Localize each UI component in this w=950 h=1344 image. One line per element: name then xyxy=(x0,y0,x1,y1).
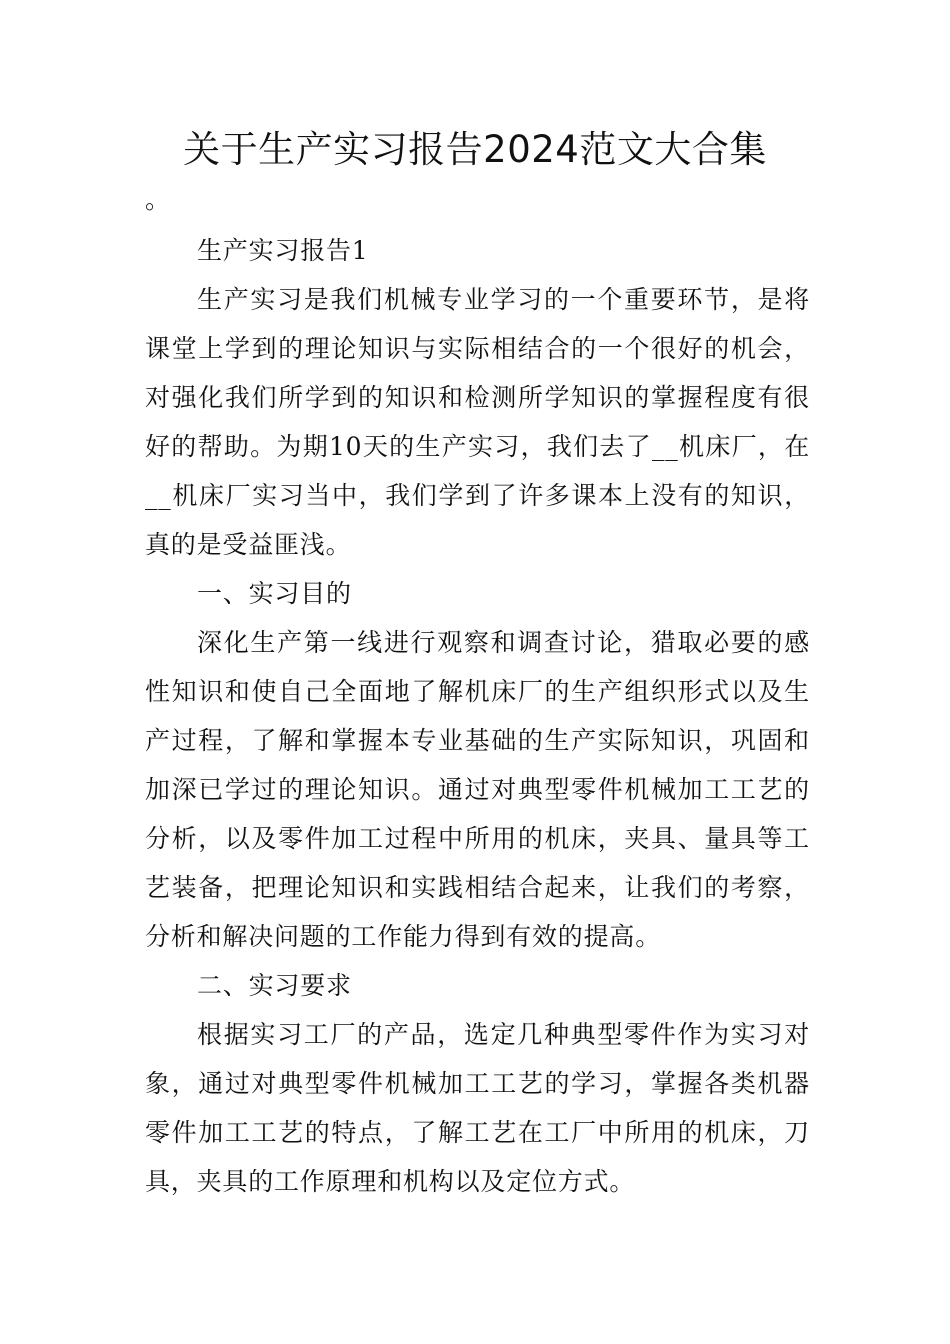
leading-dot: 。 xyxy=(145,185,171,214)
paragraph-requirements: 根据实习工厂的产品，选定几种典型零件作为实习对象，通过对典型零件机械加工工艺的学习，掌握各类机器零件加工工艺的特点，了解工艺在工厂中所用的机床，刀具，夹具的工作原理和机构以及定位方式。 xyxy=(145,1020,810,1196)
paragraph-purpose: 深化生产第一线进行观察和调查讨论，猎取必要的感性知识和使自己全面地了解机床厂的生产组织形式以及生产过程，了解和掌握本专业基础的生产实际知识，巩固和加深已学过的理论知识。通过对典型零件机械加工工艺的分析，以及零件加工过程中所用的机床，夹具、量具等工艺装备，把理论知识和实践相结合起来，让我们的考察，分析和解决问题的工作能力得到有效的提高。 xyxy=(145,628,810,951)
document-title: 关于生产实习报告2024范文大合集 xyxy=(183,128,767,171)
document-body xyxy=(145,180,810,1206)
section-heading-report-1: 生产实习报告1 xyxy=(197,236,369,265)
section-heading-purpose: 一、实习目的 xyxy=(197,579,352,608)
paragraph-intro: 生产实习是我们机械专业学习的一个重要环节，是将课堂上学到的理论知识与实际相结合的一个很好的机会，对强化我们所学到的知识和检测所学知识的掌握程度有很好的帮助。为期10天的生产实习，我们去了__机床厂，在__机床厂实习当中，我们学到了许多课本上没有的知识，真的是受益匪浅。 xyxy=(145,285,810,559)
section-heading-requirements: 二、实习要求 xyxy=(197,971,352,1000)
